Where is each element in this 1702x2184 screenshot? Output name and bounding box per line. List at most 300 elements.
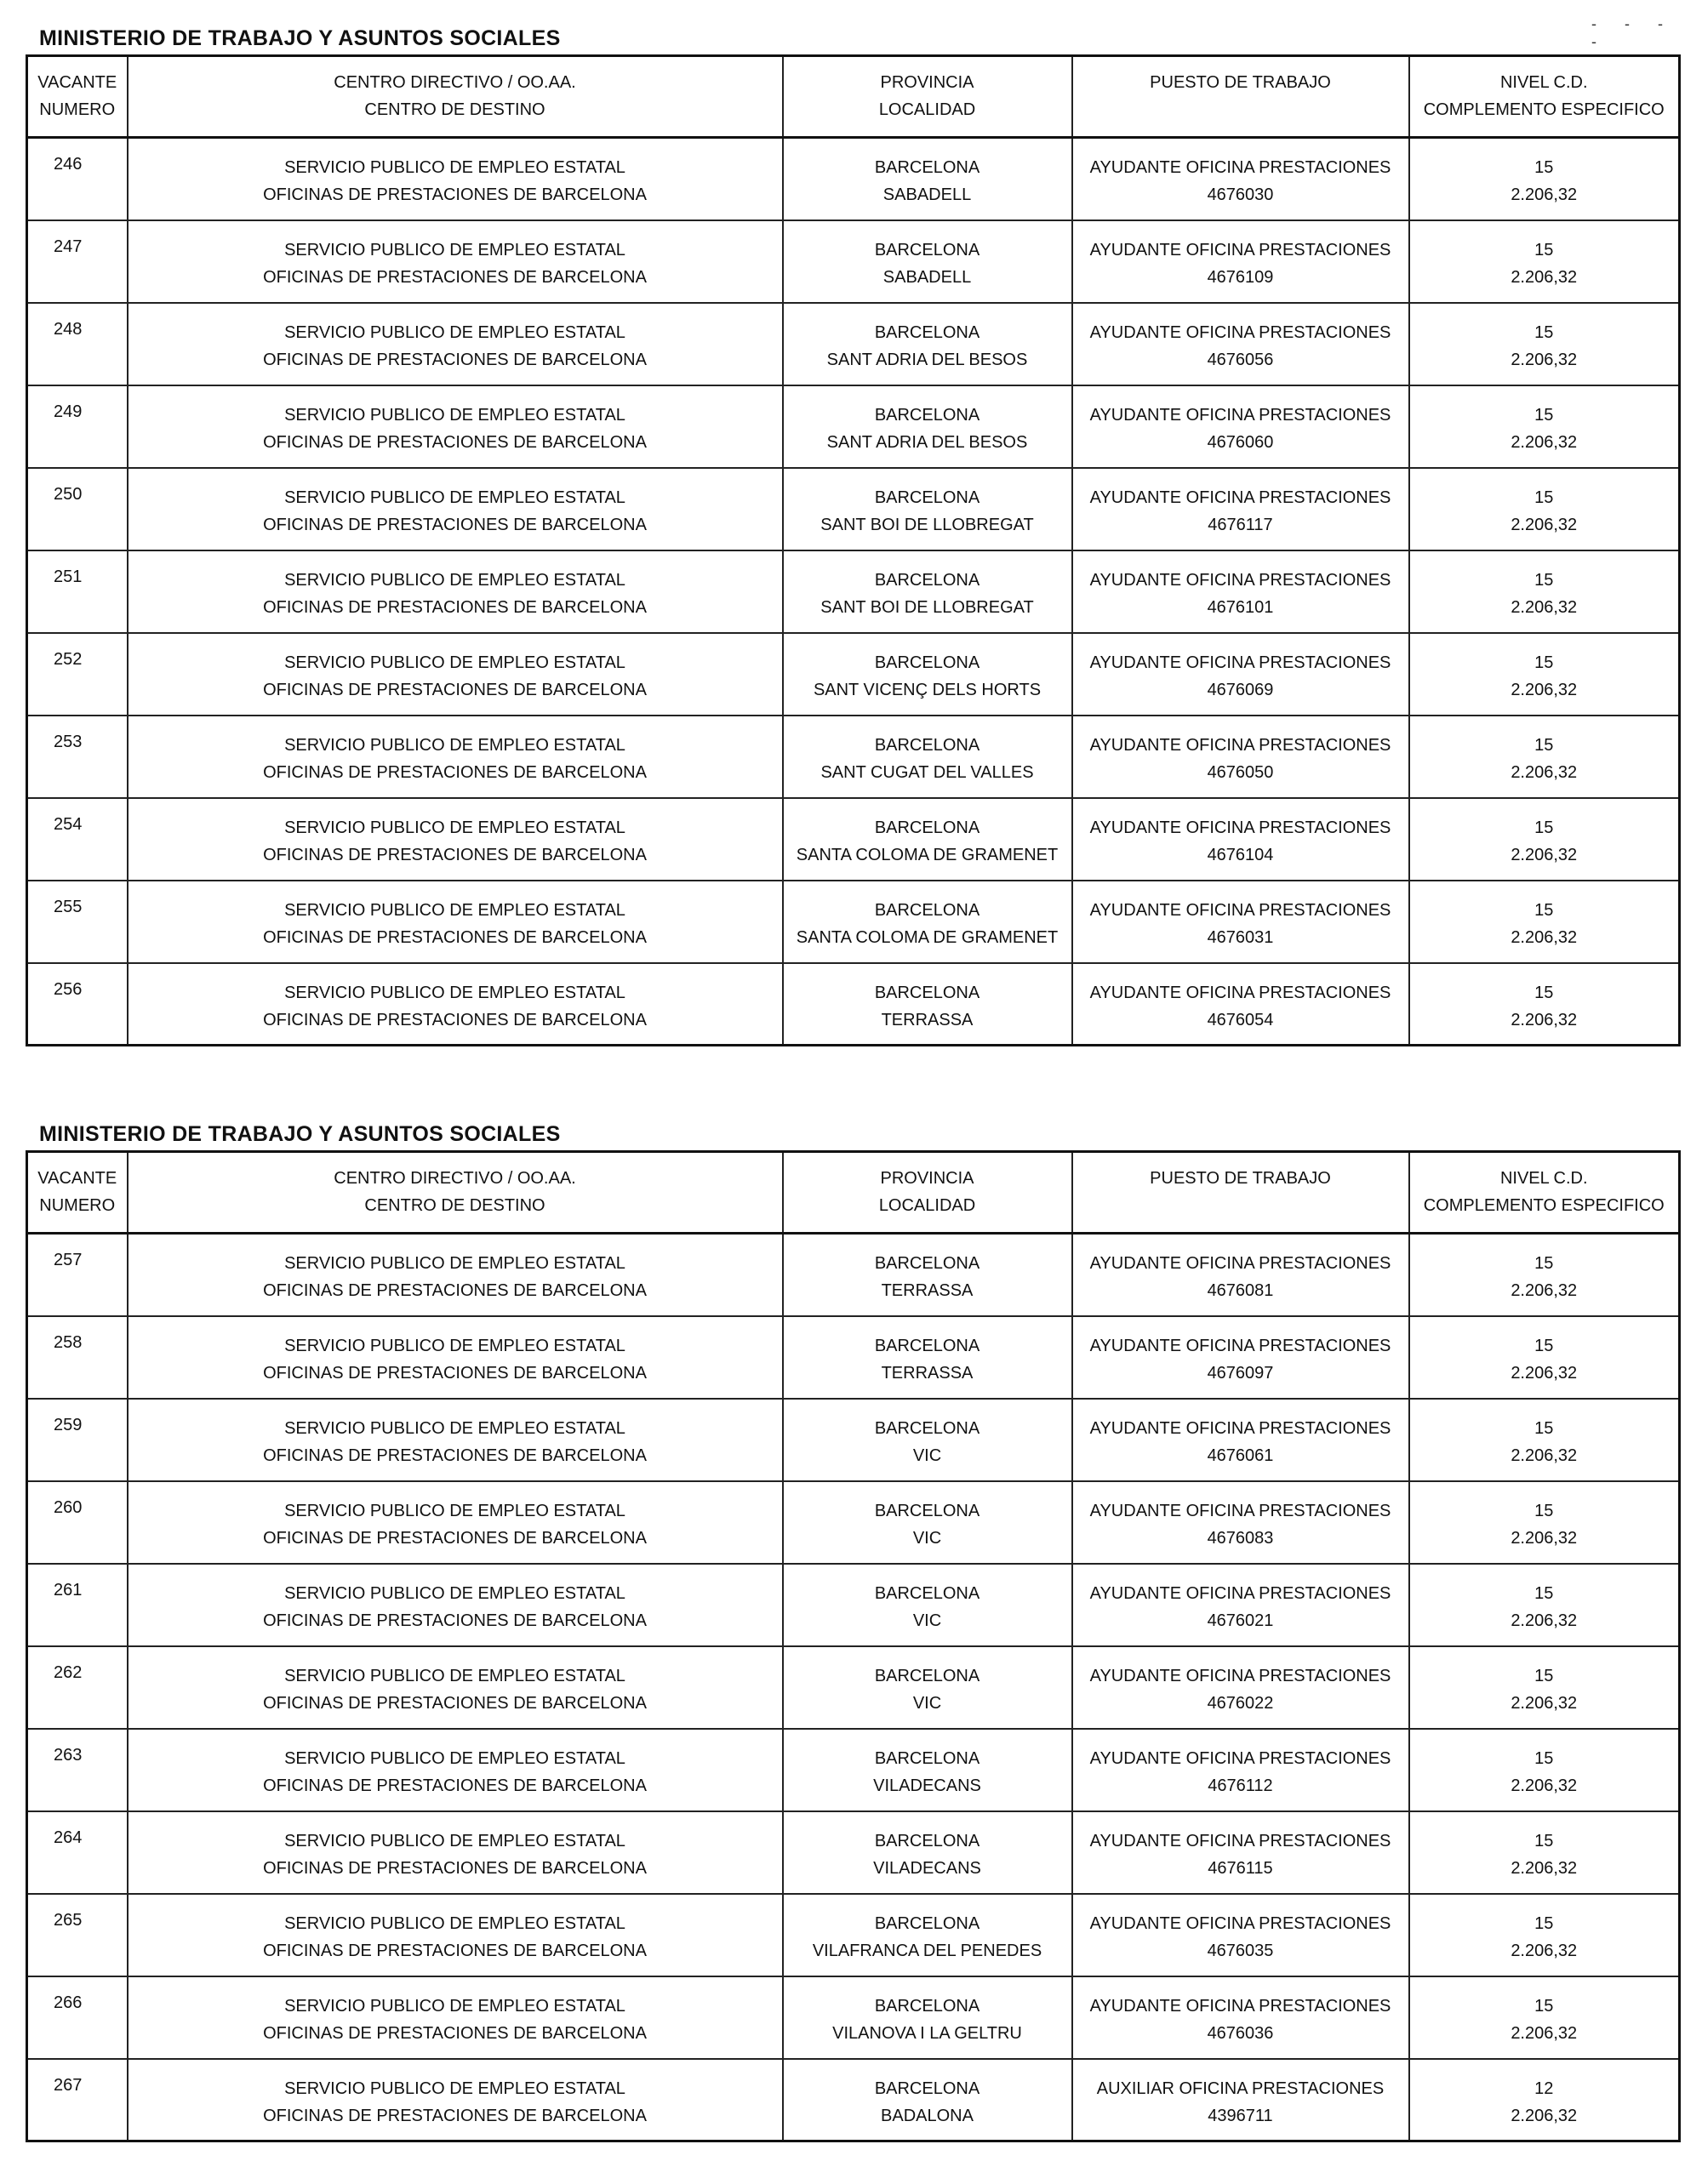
nivel-cd: 15 xyxy=(1534,1666,1554,1685)
centro-cell xyxy=(128,138,783,220)
complemento-especifico: 2.206,32 xyxy=(1511,1446,1578,1465)
provincia-cell xyxy=(783,881,1072,963)
puesto-codigo: 4676109 xyxy=(1207,267,1274,287)
table-row xyxy=(27,1234,1680,1316)
provincia-cell xyxy=(783,303,1072,385)
centro-directivo: SERVICIO PUBLICO DE EMPLEO ESTATAL xyxy=(284,1418,625,1438)
puesto-trabajo: AYUDANTE OFICINA PRESTACIONES xyxy=(1089,570,1391,590)
nivel-cell xyxy=(1409,1564,1680,1646)
puesto-cell xyxy=(1072,1316,1409,1399)
centro-directivo: SERVICIO PUBLICO DE EMPLEO ESTATAL xyxy=(284,1336,625,1355)
table-row xyxy=(27,1481,1680,1564)
provincia: BARCELONA xyxy=(874,2079,980,2098)
provincia-cell xyxy=(783,1894,1072,1976)
complemento-especifico: 2.206,32 xyxy=(1511,432,1578,452)
centro-cell xyxy=(128,303,783,385)
centro-destino: OFICINAS DE PRESTACIONES DE BARCELONA xyxy=(263,1611,647,1630)
complemento-especifico: 2.206,32 xyxy=(1511,185,1578,204)
puesto-codigo: 4676021 xyxy=(1207,1611,1274,1630)
centro-destino: OFICINAS DE PRESTACIONES DE BARCELONA xyxy=(263,1941,647,1960)
vacante-number: 265 xyxy=(27,1894,128,1976)
provincia: BARCELONA xyxy=(874,818,980,837)
table-row xyxy=(27,963,1680,1046)
vacante-number: 254 xyxy=(27,798,128,881)
centro-cell xyxy=(128,1729,783,1811)
centro-directivo: SERVICIO PUBLICO DE EMPLEO ESTATAL xyxy=(284,1501,625,1520)
nivel-cd: 15 xyxy=(1534,983,1554,1002)
localidad: VIC xyxy=(912,1528,942,1548)
puesto-cell xyxy=(1072,468,1409,550)
vacante-number: 260 xyxy=(27,1481,128,1564)
centro-destino: OFICINAS DE PRESTACIONES DE BARCELONA xyxy=(263,762,647,782)
centro-directivo: SERVICIO PUBLICO DE EMPLEO ESTATAL xyxy=(284,735,625,755)
centro-cell xyxy=(128,1316,783,1399)
puesto-codigo: 4676097 xyxy=(1207,1363,1274,1383)
localidad: SANTA COLOMA DE GRAMENET xyxy=(796,845,1059,864)
complemento-especifico: 2.206,32 xyxy=(1511,597,1578,617)
centro-directivo: SERVICIO PUBLICO DE EMPLEO ESTATAL xyxy=(284,818,625,837)
complemento-especifico: 2.206,32 xyxy=(1511,762,1578,782)
ministry-title: MINISTERIO DE TRABAJO Y ASUNTOS SOCIALES xyxy=(39,26,561,50)
provincia-cell xyxy=(783,220,1072,303)
puesto-codigo: 4676050 xyxy=(1207,762,1274,782)
puesto-codigo: 4676031 xyxy=(1207,927,1274,947)
header-vacante: VACANTE NUMERO xyxy=(27,1152,128,1234)
provincia-cell xyxy=(783,1481,1072,1564)
provincia-cell xyxy=(783,798,1072,881)
provincia: BARCELONA xyxy=(874,1583,980,1603)
puesto-trabajo: AYUDANTE OFICINA PRESTACIONES xyxy=(1089,488,1391,507)
centro-destino: OFICINAS DE PRESTACIONES DE BARCELONA xyxy=(263,185,647,204)
complemento-especifico: 2.206,32 xyxy=(1511,1858,1578,1878)
complemento-especifico: 2.206,32 xyxy=(1511,1281,1578,1300)
puesto-trabajo: AYUDANTE OFICINA PRESTACIONES xyxy=(1089,1831,1391,1850)
puesto-codigo: 4676030 xyxy=(1207,185,1274,204)
localidad: SANT BOI DE LLOBREGAT xyxy=(820,597,1034,617)
provincia: BARCELONA xyxy=(874,1748,980,1768)
vacante-number: 249 xyxy=(27,385,128,468)
complemento-especifico: 2.206,32 xyxy=(1511,1693,1578,1713)
centro-destino: OFICINAS DE PRESTACIONES DE BARCELONA xyxy=(263,845,647,864)
centro-cell xyxy=(128,2059,783,2141)
puesto-codigo: 4676081 xyxy=(1207,1281,1274,1300)
centro-destino: OFICINAS DE PRESTACIONES DE BARCELONA xyxy=(263,927,647,947)
localidad: VIC xyxy=(912,1693,942,1713)
nivel-cell xyxy=(1409,1976,1680,2059)
table-row xyxy=(27,220,1680,303)
centro-directivo: SERVICIO PUBLICO DE EMPLEO ESTATAL xyxy=(284,488,625,507)
table-row xyxy=(27,2059,1680,2141)
provincia-cell xyxy=(783,2059,1072,2141)
vacante-number: 251 xyxy=(27,550,128,633)
nivel-cd: 15 xyxy=(1534,405,1554,425)
localidad: SANT ADRIA DEL BESOS xyxy=(826,432,1028,452)
centro-directivo: SERVICIO PUBLICO DE EMPLEO ESTATAL xyxy=(284,1748,625,1768)
centro-cell xyxy=(128,1481,783,1564)
table-row xyxy=(27,1894,1680,1976)
provincia: BARCELONA xyxy=(874,1666,980,1685)
provincia: BARCELONA xyxy=(874,1831,980,1850)
vacante-number: 253 xyxy=(27,716,128,798)
nivel-cd: 15 xyxy=(1534,818,1554,837)
nivel-cd: 15 xyxy=(1534,1748,1554,1768)
provincia-cell xyxy=(783,716,1072,798)
vacante-number: 259 xyxy=(27,1399,128,1481)
localidad: TERRASSA xyxy=(881,1010,974,1029)
puesto-cell xyxy=(1072,220,1409,303)
centro-cell xyxy=(128,1894,783,1976)
centro-cell xyxy=(128,1976,783,2059)
puesto-trabajo: AYUDANTE OFICINA PRESTACIONES xyxy=(1089,983,1391,1002)
localidad: SANT ADRIA DEL BESOS xyxy=(826,350,1028,369)
vacante-number: 267 xyxy=(27,2059,128,2141)
table-row xyxy=(27,1976,1680,2059)
centro-cell xyxy=(128,798,783,881)
centro-destino: OFICINAS DE PRESTACIONES DE BARCELONA xyxy=(263,1528,647,1548)
vacante-number: 264 xyxy=(27,1811,128,1894)
centro-destino: OFICINAS DE PRESTACIONES DE BARCELONA xyxy=(263,1281,647,1300)
ministry-title: MINISTERIO DE TRABAJO Y ASUNTOS SOCIALES xyxy=(39,1122,561,1146)
nivel-cell xyxy=(1409,468,1680,550)
table-row xyxy=(27,138,1680,220)
centro-cell xyxy=(128,468,783,550)
complemento-especifico: 2.206,32 xyxy=(1511,1776,1578,1795)
puesto-cell xyxy=(1072,716,1409,798)
puesto-codigo: 4676101 xyxy=(1207,597,1274,617)
centro-destino: OFICINAS DE PRESTACIONES DE BARCELONA xyxy=(263,1693,647,1713)
centro-directivo: SERVICIO PUBLICO DE EMPLEO ESTATAL xyxy=(284,900,625,920)
header-provincia: PROVINCIA LOCALIDAD xyxy=(783,1152,1072,1234)
complemento-especifico: 2.206,32 xyxy=(1511,267,1578,287)
complemento-especifico: 2.206,32 xyxy=(1511,2023,1578,2043)
puesto-trabajo: AYUDANTE OFICINA PRESTACIONES xyxy=(1089,735,1391,755)
puesto-trabajo: AYUDANTE OFICINA PRESTACIONES xyxy=(1089,158,1391,177)
provincia: BARCELONA xyxy=(874,1254,980,1273)
table-row xyxy=(27,303,1680,385)
provincia: BARCELONA xyxy=(874,983,980,1002)
puesto-trabajo: AYUDANTE OFICINA PRESTACIONES xyxy=(1089,653,1391,672)
localidad: TERRASSA xyxy=(881,1363,974,1383)
complemento-especifico: 2.206,32 xyxy=(1511,515,1578,534)
centro-destino: OFICINAS DE PRESTACIONES DE BARCELONA xyxy=(263,2106,647,2125)
puesto-codigo: 4676115 xyxy=(1208,1858,1273,1878)
nivel-cd: 15 xyxy=(1534,653,1554,672)
provincia-cell xyxy=(783,633,1072,716)
header-row xyxy=(27,56,1680,138)
puesto-codigo: 4676035 xyxy=(1207,1941,1274,1960)
localidad: VILADECANS xyxy=(873,1776,981,1795)
provincia-cell xyxy=(783,138,1072,220)
table-row xyxy=(27,1729,1680,1811)
puesto-trabajo: AYUDANTE OFICINA PRESTACIONES xyxy=(1089,818,1391,837)
puesto-cell xyxy=(1072,385,1409,468)
nivel-cell xyxy=(1409,1646,1680,1729)
puesto-cell xyxy=(1072,963,1409,1046)
vacante-number: 258 xyxy=(27,1316,128,1399)
provincia-cell xyxy=(783,1399,1072,1481)
provincia-cell xyxy=(783,468,1072,550)
nivel-cell xyxy=(1409,963,1680,1046)
nivel-cell xyxy=(1409,220,1680,303)
centro-directivo: SERVICIO PUBLICO DE EMPLEO ESTATAL xyxy=(284,1666,625,1685)
table-section-2 xyxy=(26,1121,1678,2142)
provincia-cell xyxy=(783,1646,1072,1729)
centro-cell xyxy=(128,1234,783,1316)
puesto-cell xyxy=(1072,550,1409,633)
puesto-trabajo: AUXILIAR OFICINA PRESTACIONES xyxy=(1096,2079,1385,2098)
centro-cell xyxy=(128,1564,783,1646)
centro-cell xyxy=(128,550,783,633)
centro-cell xyxy=(128,220,783,303)
provincia-cell xyxy=(783,385,1072,468)
centro-cell xyxy=(128,1811,783,1894)
localidad: SABADELL xyxy=(882,185,972,204)
header-provincia: PROVINCIA LOCALIDAD xyxy=(783,56,1072,138)
nivel-cd: 15 xyxy=(1534,158,1554,177)
localidad: TERRASSA xyxy=(881,1281,974,1300)
puesto-trabajo: AYUDANTE OFICINA PRESTACIONES xyxy=(1089,1583,1391,1603)
nivel-cd: 15 xyxy=(1534,900,1554,920)
table-row xyxy=(27,1811,1680,1894)
puesto-codigo: 4676083 xyxy=(1207,1528,1274,1548)
nivel-cd: 15 xyxy=(1534,322,1554,342)
nivel-cell xyxy=(1409,385,1680,468)
puesto-cell xyxy=(1072,633,1409,716)
puesto-trabajo: AYUDANTE OFICINA PRESTACIONES xyxy=(1089,1913,1391,1933)
centro-directivo: SERVICIO PUBLICO DE EMPLEO ESTATAL xyxy=(284,1254,625,1273)
puesto-trabajo: AYUDANTE OFICINA PRESTACIONES xyxy=(1089,405,1391,425)
puesto-codigo: 4676069 xyxy=(1207,680,1274,699)
nivel-cd: 15 xyxy=(1534,1254,1554,1273)
puesto-cell xyxy=(1072,1234,1409,1316)
table-row xyxy=(27,1399,1680,1481)
nivel-cd: 15 xyxy=(1534,735,1554,755)
centro-destino: OFICINAS DE PRESTACIONES DE BARCELONA xyxy=(263,1776,647,1795)
centro-destino: OFICINAS DE PRESTACIONES DE BARCELONA xyxy=(263,1858,647,1878)
vacante-number: 246 xyxy=(27,138,128,220)
table-row xyxy=(27,1646,1680,1729)
vacante-number: 247 xyxy=(27,220,128,303)
provincia: BARCELONA xyxy=(874,240,980,259)
localidad: SABADELL xyxy=(882,267,972,287)
complemento-especifico: 2.206,32 xyxy=(1511,1363,1578,1383)
centro-directivo: SERVICIO PUBLICO DE EMPLEO ESTATAL xyxy=(284,240,625,259)
centro-directivo: SERVICIO PUBLICO DE EMPLEO ESTATAL xyxy=(284,405,625,425)
table-row xyxy=(27,385,1680,468)
localidad: VILADECANS xyxy=(873,1858,981,1878)
table-row xyxy=(27,1564,1680,1646)
nivel-cd: 15 xyxy=(1534,240,1554,259)
nivel-cell xyxy=(1409,716,1680,798)
complemento-especifico: 2.206,32 xyxy=(1511,845,1578,864)
provincia: BARCELONA xyxy=(874,1996,980,2016)
centro-directivo: SERVICIO PUBLICO DE EMPLEO ESTATAL xyxy=(284,322,625,342)
centro-destino: OFICINAS DE PRESTACIONES DE BARCELONA xyxy=(263,2023,647,2043)
vacante-number: 255 xyxy=(27,881,128,963)
puesto-codigo: 4676061 xyxy=(1207,1446,1274,1465)
centro-directivo: SERVICIO PUBLICO DE EMPLEO ESTATAL xyxy=(284,1913,625,1933)
puesto-trabajo: AYUDANTE OFICINA PRESTACIONES xyxy=(1089,1996,1391,2016)
puesto-cell xyxy=(1072,1646,1409,1729)
localidad: SANT BOI DE LLOBREGAT xyxy=(820,515,1034,534)
puesto-codigo: 4676117 xyxy=(1208,515,1273,534)
provincia: BARCELONA xyxy=(874,405,980,425)
complemento-especifico: 2.206,32 xyxy=(1511,1611,1578,1630)
header-row xyxy=(27,1152,1680,1234)
puesto-codigo: 4676036 xyxy=(1207,2023,1274,2043)
nivel-cell xyxy=(1409,1399,1680,1481)
nivel-cell xyxy=(1409,1481,1680,1564)
centro-destino: OFICINAS DE PRESTACIONES DE BARCELONA xyxy=(263,1446,647,1465)
provincia-cell xyxy=(783,1729,1072,1811)
nivel-cell xyxy=(1409,550,1680,633)
puesto-cell xyxy=(1072,1811,1409,1894)
provincia-cell xyxy=(783,1811,1072,1894)
centro-directivo: SERVICIO PUBLICO DE EMPLEO ESTATAL xyxy=(284,2079,625,2098)
centro-directivo: SERVICIO PUBLICO DE EMPLEO ESTATAL xyxy=(284,983,625,1002)
centro-cell xyxy=(128,633,783,716)
nivel-cell xyxy=(1409,633,1680,716)
centro-directivo: SERVICIO PUBLICO DE EMPLEO ESTATAL xyxy=(284,1831,625,1850)
puesto-trabajo: AYUDANTE OFICINA PRESTACIONES xyxy=(1089,322,1391,342)
header-centro: CENTRO DIRECTIVO / OO.AA. CENTRO DE DESTINO xyxy=(128,56,783,138)
provincia: BARCELONA xyxy=(874,1418,980,1438)
header-puesto: PUESTO DE TRABAJO xyxy=(1072,56,1409,138)
puesto-trabajo: AYUDANTE OFICINA PRESTACIONES xyxy=(1089,1336,1391,1355)
localidad: SANTA COLOMA DE GRAMENET xyxy=(796,927,1059,947)
nivel-cd: 15 xyxy=(1534,1996,1554,2016)
puesto-trabajo: AYUDANTE OFICINA PRESTACIONES xyxy=(1089,1254,1391,1273)
nivel-cd: 15 xyxy=(1534,1501,1554,1520)
provincia: BARCELONA xyxy=(874,735,980,755)
vacante-number: 248 xyxy=(27,303,128,385)
centro-destino: OFICINAS DE PRESTACIONES DE BARCELONA xyxy=(263,1010,647,1029)
vacante-number: 263 xyxy=(27,1729,128,1811)
complemento-especifico: 2.206,32 xyxy=(1511,350,1578,369)
nivel-cd: 15 xyxy=(1534,570,1554,590)
puesto-codigo: 4676112 xyxy=(1208,1776,1273,1795)
puesto-trabajo: AYUDANTE OFICINA PRESTACIONES xyxy=(1089,1666,1391,1685)
localidad: SANT VICENÇ DELS HORTS xyxy=(813,680,1042,699)
table-row xyxy=(27,550,1680,633)
localidad: VIC xyxy=(912,1446,942,1465)
header-vacante: VACANTE NUMERO xyxy=(27,56,128,138)
nivel-cell xyxy=(1409,1811,1680,1894)
centro-cell xyxy=(128,716,783,798)
centro-directivo: SERVICIO PUBLICO DE EMPLEO ESTATAL xyxy=(284,158,625,177)
nivel-cell xyxy=(1409,1316,1680,1399)
header-puesto: PUESTO DE TRABAJO xyxy=(1072,1152,1409,1234)
centro-directivo: SERVICIO PUBLICO DE EMPLEO ESTATAL xyxy=(284,653,625,672)
vacante-number: 262 xyxy=(27,1646,128,1729)
puesto-codigo: 4676022 xyxy=(1207,1693,1274,1713)
puesto-cell xyxy=(1072,1481,1409,1564)
vacancy-table xyxy=(26,54,1681,1046)
provincia: BARCELONA xyxy=(874,1501,980,1520)
provincia-cell xyxy=(783,550,1072,633)
vacante-number: 252 xyxy=(27,633,128,716)
puesto-cell xyxy=(1072,1564,1409,1646)
centro-directivo: SERVICIO PUBLICO DE EMPLEO ESTATAL xyxy=(284,1583,625,1603)
nivel-cell xyxy=(1409,1894,1680,1976)
centro-cell xyxy=(128,963,783,1046)
nivel-cd: 15 xyxy=(1534,1583,1554,1603)
localidad: VIC xyxy=(912,1611,942,1630)
puesto-trabajo: AYUDANTE OFICINA PRESTACIONES xyxy=(1089,240,1391,259)
table-row xyxy=(27,468,1680,550)
puesto-cell xyxy=(1072,1976,1409,2059)
centro-cell xyxy=(128,881,783,963)
nivel-cell xyxy=(1409,303,1680,385)
provincia-cell xyxy=(783,1234,1072,1316)
puesto-codigo: 4676060 xyxy=(1207,432,1274,452)
localidad: VILANOVA I LA GELTRU xyxy=(832,2023,1022,2043)
centro-destino: OFICINAS DE PRESTACIONES DE BARCELONA xyxy=(263,1363,647,1383)
centro-destino: OFICINAS DE PRESTACIONES DE BARCELONA xyxy=(263,597,647,617)
puesto-cell xyxy=(1072,138,1409,220)
provincia-cell xyxy=(783,1316,1072,1399)
vacancy-table xyxy=(26,1150,1681,2142)
vacante-number: 257 xyxy=(27,1234,128,1316)
centro-cell xyxy=(128,385,783,468)
centro-destino: OFICINAS DE PRESTACIONES DE BARCELONA xyxy=(263,515,647,534)
provincia: BARCELONA xyxy=(874,900,980,920)
header-centro: CENTRO DIRECTIVO / OO.AA. CENTRO DE DESTINO xyxy=(128,1152,783,1234)
complemento-especifico: 2.206,32 xyxy=(1511,680,1578,699)
complemento-especifico: 2.206,32 xyxy=(1511,1010,1578,1029)
puesto-cell xyxy=(1072,2059,1409,2141)
vacante-number: 250 xyxy=(27,468,128,550)
table-row xyxy=(27,881,1680,963)
nivel-cell xyxy=(1409,881,1680,963)
nivel-cell xyxy=(1409,138,1680,220)
table-row xyxy=(27,716,1680,798)
puesto-cell xyxy=(1072,798,1409,881)
puesto-cell xyxy=(1072,1399,1409,1481)
puesto-cell xyxy=(1072,1729,1409,1811)
complemento-especifico: 2.206,32 xyxy=(1511,1941,1578,1960)
nivel-cd: 15 xyxy=(1534,1336,1554,1355)
puesto-codigo: 4676104 xyxy=(1207,845,1274,864)
vacante-number: 266 xyxy=(27,1976,128,2059)
puesto-trabajo: AYUDANTE OFICINA PRESTACIONES xyxy=(1089,1748,1391,1768)
puesto-codigo: 4676054 xyxy=(1207,1010,1274,1029)
nivel-cd: 15 xyxy=(1534,1913,1554,1933)
puesto-cell xyxy=(1072,881,1409,963)
table-row xyxy=(27,633,1680,716)
complemento-especifico: 2.206,32 xyxy=(1511,1528,1578,1548)
nivel-cell xyxy=(1409,1234,1680,1316)
puesto-cell xyxy=(1072,1894,1409,1976)
header-nivel: NIVEL C.D. COMPLEMENTO ESPECIFICO xyxy=(1409,56,1680,138)
localidad: SANT CUGAT DEL VALLES xyxy=(820,762,1034,782)
centro-cell xyxy=(128,1399,783,1481)
nivel-cell xyxy=(1409,798,1680,881)
centro-destino: OFICINAS DE PRESTACIONES DE BARCELONA xyxy=(263,432,647,452)
table-row xyxy=(27,1316,1680,1399)
table-section-1 xyxy=(26,26,1678,1046)
centro-destino: OFICINAS DE PRESTACIONES DE BARCELONA xyxy=(263,680,647,699)
provincia-cell xyxy=(783,963,1072,1046)
centro-directivo: SERVICIO PUBLICO DE EMPLEO ESTATAL xyxy=(284,1996,625,2016)
centro-destino: OFICINAS DE PRESTACIONES DE BARCELONA xyxy=(263,267,647,287)
nivel-cell xyxy=(1409,2059,1680,2141)
nivel-cell xyxy=(1409,1729,1680,1811)
puesto-codigo: 4676056 xyxy=(1207,350,1274,369)
nivel-cd: 15 xyxy=(1534,1831,1554,1850)
puesto-trabajo: AYUDANTE OFICINA PRESTACIONES xyxy=(1089,1501,1391,1520)
puesto-codigo: 4396711 xyxy=(1208,2106,1273,2125)
